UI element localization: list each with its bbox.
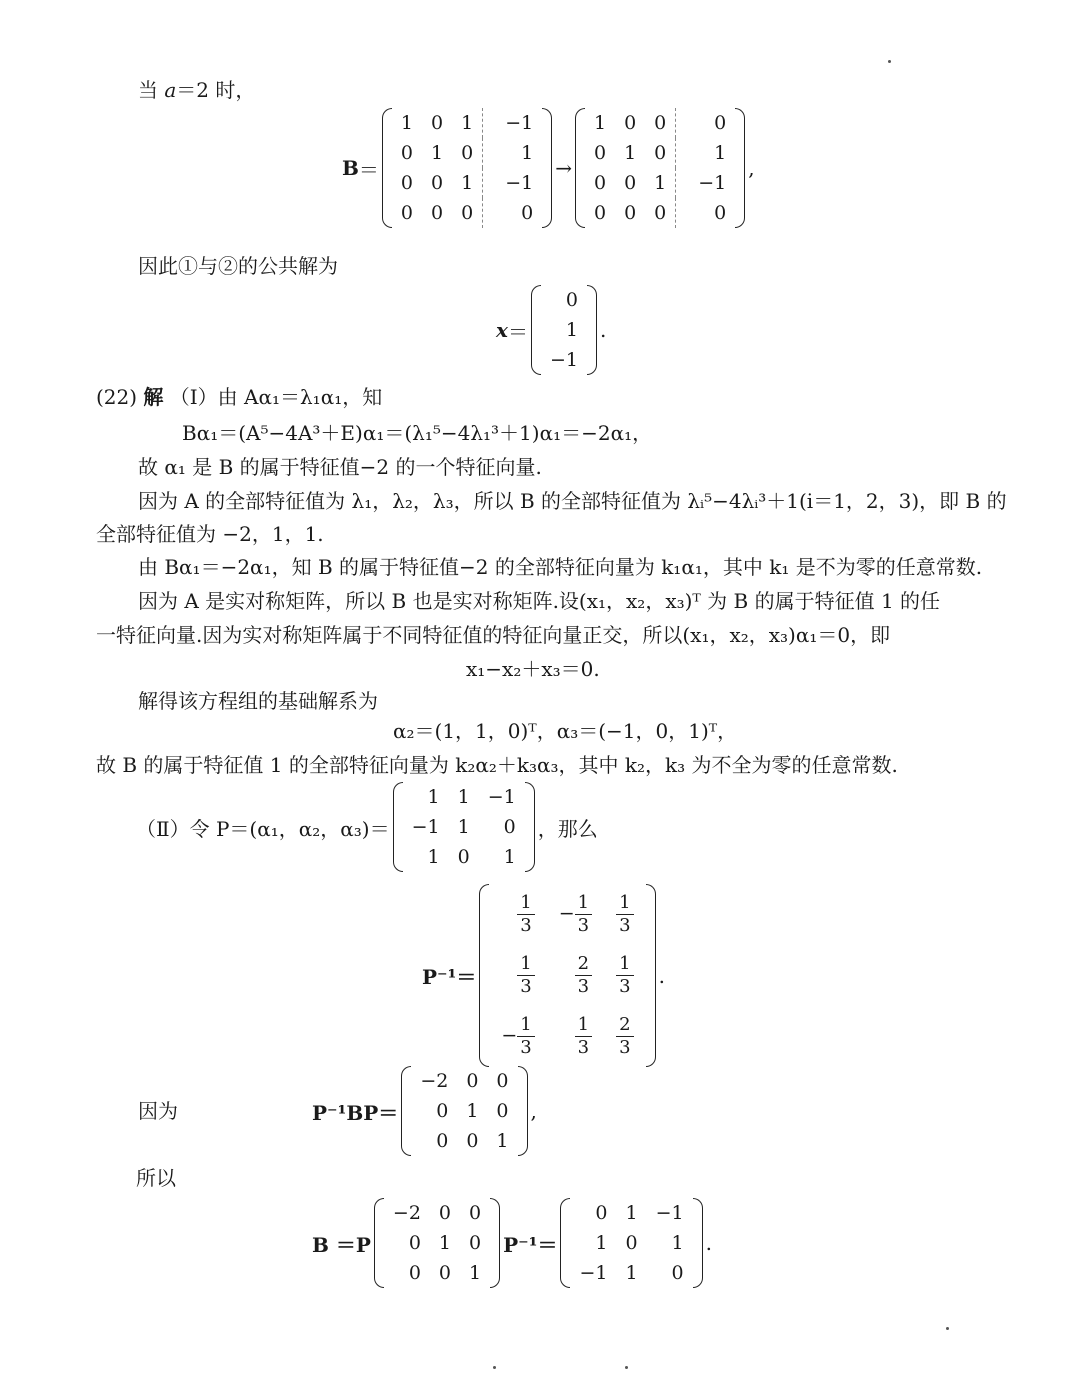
matrix-P-inverse — [479, 884, 655, 1067]
fraction-cell — [489, 884, 546, 945]
P-inverse-label: P⁻¹＝ — [422, 965, 477, 989]
matrix-cell: 0 — [431, 112, 444, 134]
matrix-cell: 0 — [469, 1232, 482, 1254]
matrix-row — [411, 1126, 517, 1156]
scan-speck — [946, 1327, 949, 1330]
when-text: 当 — [138, 78, 158, 102]
numerator: 1 — [575, 1014, 592, 1037]
matrix-row — [392, 138, 542, 168]
matrix-cell: −1 — [676, 168, 736, 198]
k1-eigenvector-statement: 由 Bα₁＝−2α₁，知 B 的属于特征值−2 的全部特征向量为 k₁α₁，其中 k₁ 是不为零的任意常数. — [138, 555, 983, 579]
matrix-row — [403, 842, 525, 872]
matrix-cell: 1 — [654, 172, 667, 194]
matrix-cell: −2 — [420, 1070, 449, 1092]
diagonalization-equation — [312, 1066, 537, 1156]
matrix-B-final — [560, 1198, 702, 1288]
matrix-cell: −1 — [655, 1202, 684, 1224]
common-solution-vector-equation — [496, 285, 606, 375]
matrix-cell: −1 — [579, 1262, 608, 1284]
matrix-cell: 0 — [436, 1130, 449, 1152]
matrix-cell: 0 — [461, 202, 474, 224]
P-inverse-mid: P⁻¹＝ — [503, 1232, 558, 1257]
matrix-row — [570, 1228, 692, 1258]
therefore-label: 所以 — [136, 1166, 176, 1190]
matrix-row — [585, 198, 735, 228]
denominator: 3 — [619, 976, 631, 997]
matrix-cell: 0 — [400, 142, 413, 164]
matrix-cell: 1 — [625, 1202, 638, 1224]
numerator: 1 — [616, 892, 633, 915]
matrix-row — [570, 1258, 692, 1288]
fraction-sign: − — [558, 902, 575, 925]
matrix-cell: 0 — [654, 142, 667, 164]
matrix-cell: 1 — [400, 112, 413, 134]
matrix-cell: 0 — [676, 198, 736, 228]
matrix-row — [411, 1066, 517, 1096]
final-B-equation — [312, 1198, 712, 1288]
matrix-cell: 0 — [593, 172, 607, 194]
reduction-arrow: → — [555, 156, 572, 180]
denominator: 3 — [577, 1037, 590, 1058]
denominator: 3 — [619, 1037, 631, 1058]
P-inverse-equation — [422, 884, 665, 1067]
matrix-cell: 0 — [496, 1100, 509, 1122]
B-equals-P: B ＝P — [312, 1232, 371, 1257]
matrix-row — [489, 1006, 645, 1067]
matrix-cell: 0 — [654, 202, 667, 224]
matrix-row — [384, 1258, 490, 1288]
common-solution-text: 因此①与②的公共解为 — [138, 254, 338, 278]
fraction-sign: − — [501, 1024, 518, 1047]
denominator: 3 — [520, 915, 532, 936]
basis-text: 解得该方程组的基础解系为 — [138, 689, 378, 713]
matrix-cell: −1 — [487, 786, 516, 808]
matrix-cell: 0 — [438, 1262, 452, 1284]
matrix-B-label: B — [342, 156, 359, 180]
matrix-cell: 0 — [503, 816, 516, 838]
fraction — [616, 892, 633, 937]
numerator: 2 — [575, 953, 592, 976]
fraction — [517, 953, 534, 998]
matrix-cell: 0 — [483, 198, 543, 228]
fraction-cell — [489, 945, 546, 1006]
matrix-cell: −1 — [483, 108, 543, 138]
numerator: 1 — [517, 892, 534, 915]
period: . — [658, 963, 665, 988]
fraction-cell — [489, 1006, 546, 1067]
matrix-cell: 1 — [466, 1100, 479, 1122]
matrix-D — [401, 1066, 527, 1156]
denominator: 3 — [520, 976, 532, 997]
numerator: 1 — [517, 953, 534, 976]
matrix-cell: 1 — [624, 142, 637, 164]
matrix-row — [392, 108, 542, 138]
matrix-row — [585, 108, 735, 138]
P-definition-suffix: ，那么 — [537, 816, 598, 841]
scan-speck — [493, 1366, 496, 1369]
all-eigenvalues-line-1: 因为 A 的全部特征值为 λ₁，λ₂，λ₃，所以 B 的全部特征值为 λᵢ⁵−4λᵢ³＋1(i＝1，2，3)，即 B 的 — [138, 489, 1007, 513]
matrix-cell: 0 — [593, 142, 607, 164]
matrix-cell: 1 — [496, 1130, 509, 1152]
matrix-D-repeat — [374, 1198, 500, 1288]
matrix-cell: 0 — [469, 1202, 482, 1224]
matrix-cell: 1 — [469, 1262, 482, 1284]
matrix-row — [384, 1228, 490, 1258]
fraction — [616, 1014, 633, 1059]
fraction-cell — [604, 1006, 645, 1067]
matrix-cell: 0 — [625, 1232, 638, 1254]
matrix-B-original — [382, 108, 552, 228]
matrix-row — [411, 1096, 517, 1126]
matrix-cell: 0 — [496, 1070, 509, 1092]
matrix-cell: 1 — [427, 786, 440, 808]
question-22-heading — [96, 384, 382, 410]
a-variable: a — [164, 78, 177, 102]
when-a-equals-2 — [138, 77, 255, 103]
matrix-cell: 0 — [671, 1262, 684, 1284]
matrix-cell: 1 — [457, 816, 470, 838]
matrix-P — [393, 782, 535, 872]
orthogonality-equation: x₁−x₂＋x₃＝0. — [466, 657, 600, 681]
symmetric-line-1: 因为 A 是实对称矩阵，所以 B 也是实对称矩阵.设(x₁，x₂，x₃)ᵀ 为 B 的属于特征值 1 的任 — [138, 589, 941, 613]
matrix-cell: 0 — [466, 1130, 479, 1152]
matrix-row — [541, 285, 587, 315]
equals-sign: ＝ — [507, 319, 528, 344]
matrix-cell: 0 — [676, 108, 736, 138]
matrix-row — [392, 168, 542, 198]
fraction-cell — [547, 884, 604, 945]
question-number: (22) — [96, 385, 138, 409]
matrix-cell: 0 — [431, 202, 444, 224]
eigenvalue-1-conclusion: 故 B 的属于特征值 1 的全部特征向量为 k₂α₂＋k₃α₃，其中 k₂，k₃ 为不全为零的任意常数. — [96, 753, 898, 777]
matrix-row — [384, 1198, 490, 1228]
matrix-cell: 1 — [671, 1232, 684, 1254]
fraction — [517, 1014, 534, 1059]
scan-speck — [888, 60, 891, 63]
period: . — [599, 318, 607, 342]
denominator: 3 — [520, 1037, 532, 1058]
denominator: 3 — [577, 976, 590, 997]
matrix-row — [392, 198, 542, 228]
basis-vectors: α₂＝(1，1，0)ᵀ，α₃＝(−1，0，1)ᵀ， — [393, 719, 738, 743]
P-definition — [136, 782, 598, 872]
matrix-cell: 0 — [565, 289, 578, 311]
solve-label: 解 — [143, 385, 164, 409]
fraction-cell — [604, 945, 645, 1006]
denominator: 3 — [619, 915, 631, 936]
fraction — [575, 953, 592, 998]
all-eigenvalues-line-2: 全部特征值为 −2，1，1. — [96, 522, 324, 546]
matrix-row — [541, 315, 587, 345]
x-vector-label: x — [496, 318, 508, 342]
matrix-row — [541, 345, 587, 375]
numerator: 1 — [616, 953, 633, 976]
symmetric-line-2: 一特征向量.因为实对称矩阵属于不同特征值的特征向量正交，所以(x₁，x₂，x₃)α₁＝0，即 — [96, 623, 891, 647]
period: . — [705, 1231, 712, 1255]
fraction-cell — [604, 884, 645, 945]
matrix-row — [403, 782, 525, 812]
eigenvector-statement: 故 α₁ 是 B 的属于特征值−2 的一个特征向量. — [138, 455, 542, 479]
matrix-cell: 0 — [431, 172, 444, 194]
matrix-cell: 1 — [503, 846, 516, 868]
scan-speck — [625, 1366, 628, 1369]
matrix-cell: −1 — [549, 349, 578, 371]
denominator: 3 — [577, 915, 590, 936]
matrix-row — [585, 138, 735, 168]
matrix-cell: 0 — [654, 112, 667, 134]
a-value: ＝2 时， — [176, 78, 256, 102]
numerator: 1 — [575, 892, 592, 915]
matrix-row — [489, 884, 645, 945]
because-label: 因为 — [138, 1099, 178, 1123]
fraction — [616, 953, 633, 998]
matrix-cell: 1 — [483, 138, 543, 168]
matrix-cell: 0 — [624, 202, 637, 224]
matrix-cell: 1 — [461, 172, 474, 194]
matrix-B-reduced — [575, 108, 745, 228]
matrix-cell: 0 — [408, 1262, 421, 1284]
matrix-cell: 1 — [461, 112, 474, 134]
matrix-cell: −1 — [411, 816, 440, 838]
fraction — [575, 1014, 592, 1059]
matrix-cell: 1 — [625, 1262, 638, 1284]
numerator: 1 — [517, 1014, 534, 1037]
solution-vector — [531, 285, 597, 375]
matrix-cell: 1 — [565, 319, 578, 341]
matrix-cell: 0 — [466, 1070, 479, 1092]
matrix-cell: 0 — [457, 846, 470, 868]
matrix-cell: 0 — [400, 172, 413, 194]
matrix-cell: 1 — [595, 1232, 608, 1254]
equals-sign: ＝ — [358, 157, 379, 182]
fraction-cell — [547, 1006, 604, 1067]
matrix-row — [489, 945, 645, 1006]
matrix-cell: −1 — [483, 168, 543, 198]
matrix-row — [570, 1198, 692, 1228]
numerator: 2 — [616, 1014, 633, 1037]
matrix-cell: 1 — [431, 142, 444, 164]
matrix-cell: 0 — [624, 112, 637, 134]
matrix-cell: 1 — [457, 786, 470, 808]
matrix-cell: 0 — [408, 1232, 421, 1254]
augmented-matrix-reduction — [342, 108, 755, 228]
matrix-cell: 0 — [624, 172, 637, 194]
matrix-cell: 1 — [427, 846, 440, 868]
comma: , — [748, 156, 755, 180]
P-definition-prefix: （Ⅱ）令 P＝(α₁，α₂，α₃)＝ — [136, 816, 390, 841]
matrix-cell: 0 — [436, 1100, 449, 1122]
matrix-row — [403, 812, 525, 842]
heading-condition: （Ⅰ）由 Aα₁＝λ₁α₁，知 — [169, 385, 383, 409]
matrix-cell: 1 — [593, 112, 607, 134]
matrix-cell: 0 — [400, 202, 413, 224]
matrix-cell: 0 — [595, 1202, 608, 1224]
comma: , — [530, 1099, 537, 1123]
matrix-row — [585, 168, 735, 198]
fraction — [517, 892, 534, 937]
matrix-cell: 0 — [461, 142, 474, 164]
matrix-cell: −2 — [392, 1202, 421, 1224]
fraction-cell — [547, 945, 604, 1006]
matrix-cell: 0 — [593, 202, 607, 224]
eigen-equation-1: Bα₁＝(A⁵−4A³＋E)α₁＝(λ₁⁵−4λ₁³＋1)α₁＝−2α₁， — [182, 421, 653, 445]
PBP-label: P⁻¹BP＝ — [312, 1100, 399, 1125]
matrix-cell: 1 — [676, 138, 736, 168]
matrix-cell: 1 — [438, 1232, 452, 1254]
fraction — [575, 892, 592, 937]
matrix-cell: 0 — [438, 1202, 452, 1224]
